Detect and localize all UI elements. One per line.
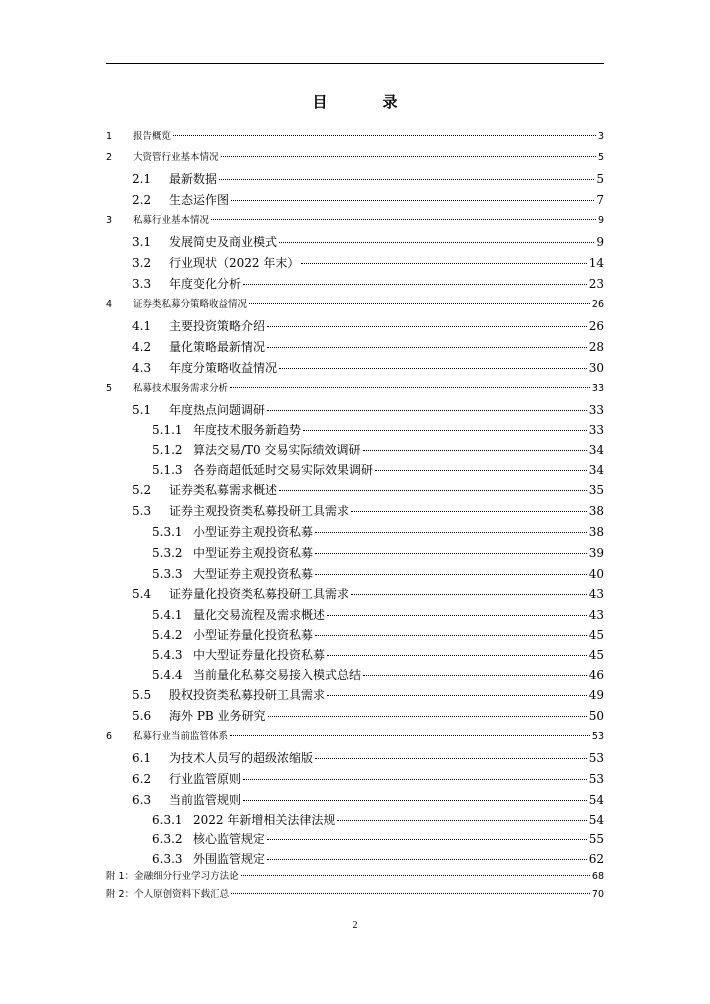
toc-leader-dots	[315, 574, 587, 575]
toc-entry-title: 中大型证券量化投资私募	[193, 648, 326, 662]
toc-leader-dots	[337, 820, 586, 821]
toc-entry-title: 证券主观投资类私募投研工具需求	[169, 504, 350, 518]
toc-entry[interactable]	[106, 212, 604, 226]
toc-leader-dots	[315, 532, 587, 533]
toc-entry-number: 1	[106, 131, 113, 142]
toc-entry-title: 报告概览	[133, 131, 172, 142]
toc-entry-number: 5.3	[132, 504, 152, 518]
toc-entry-title: 年度分策略收益情况	[169, 361, 278, 375]
toc-leader-dots	[267, 859, 587, 860]
toc-entry-title: 生态运作图	[169, 193, 230, 207]
toc-leader-dots	[219, 179, 594, 180]
toc-entry-page: 38	[588, 525, 604, 539]
toc-entry-number: 5.1	[132, 403, 152, 417]
toc-entry-number: 5	[106, 383, 113, 394]
toc-entry[interactable]	[132, 686, 604, 703]
toc-entry[interactable]	[152, 565, 604, 582]
toc-entry[interactable]	[106, 149, 604, 163]
toc-entry-page: 43	[588, 608, 604, 622]
toc-leader-dots	[315, 635, 587, 636]
toc-entry-number: 5.3.2	[152, 546, 183, 560]
toc-entry[interactable]	[152, 850, 604, 867]
toc-entry[interactable]	[152, 421, 604, 438]
toc-leader-dots	[243, 779, 587, 780]
toc-entry-title: 附 1：金融细分行业学习方法论	[106, 871, 239, 882]
toc-entry-number: 6.3	[132, 793, 152, 807]
toc-entry-title: 量化交易流程及需求概述	[193, 608, 326, 622]
toc-entry-title: 为技术人员写的超级浓缩版	[169, 751, 314, 765]
toc-entry-page: 34	[588, 443, 604, 457]
toc-entry-number: 4.2	[132, 340, 152, 354]
toc-entry[interactable]	[132, 254, 604, 271]
toc-leader-dots	[315, 553, 587, 554]
toc-leader-dots	[267, 839, 587, 840]
toc-entry-title: 小型证券主观投资私募	[193, 525, 314, 539]
toc-entry-number: 5.3.3	[152, 567, 183, 581]
toc-entry[interactable]	[152, 523, 604, 540]
toc-entry-page: 3	[597, 131, 604, 142]
toc-entry-title: 证券类私募分策略收益情况	[133, 299, 248, 310]
toc-leader-dots	[279, 368, 587, 369]
toc-leader-dots	[267, 410, 587, 411]
toc-entry-number: 4	[106, 299, 113, 310]
toc-entry-page: 45	[588, 648, 604, 662]
toc-entry-title: 年度热点问题调研	[169, 403, 266, 417]
toc-leader-dots	[230, 387, 590, 388]
toc-entry-number: 5.4	[132, 587, 152, 601]
toc-entry[interactable]	[132, 170, 604, 187]
toc-entry-page: 70	[591, 889, 604, 900]
toc-entry[interactable]	[106, 886, 604, 900]
toc-entry-page: 5	[596, 172, 604, 186]
toc-entry[interactable]	[132, 749, 604, 766]
toc-entry[interactable]	[132, 233, 604, 250]
toc-leader-dots	[249, 303, 590, 304]
toc-entry[interactable]	[106, 128, 604, 142]
toc-entry-number: 2.2	[132, 193, 152, 207]
toc-entry[interactable]	[152, 606, 604, 623]
toc-leader-dots	[211, 219, 596, 220]
toc-entry-number: 4.1	[132, 319, 152, 333]
toc-entry-page: 49	[588, 688, 604, 702]
toc-entry-page: 39	[588, 546, 604, 560]
toc-entry-page: 55	[588, 832, 604, 846]
toc-leader-dots	[243, 800, 587, 801]
toc-entry-title: 各券商超低延时交易实际效果调研	[193, 463, 374, 477]
toc-entry-page: 53	[591, 731, 604, 742]
toc-leader-dots	[243, 284, 587, 285]
toc-leader-dots	[363, 450, 587, 451]
toc-entry-page: 53	[588, 772, 604, 786]
toc-entry[interactable]	[106, 728, 604, 742]
toc-entry-number: 5.6	[132, 709, 152, 723]
toc-entry-title: 私募行业基本情况	[133, 215, 210, 226]
toc-entry-title: 算法交易/T0 交易实际绩效调研	[193, 443, 361, 457]
toc-entry[interactable]	[132, 401, 604, 418]
toc-entry-title: 当前量化私募交易接入模式总结	[193, 668, 362, 682]
toc-entry-number: 4.3	[132, 361, 152, 375]
toc-entry-number: 6.3.1	[152, 813, 183, 827]
toc-leader-dots	[173, 135, 596, 136]
toc-entry[interactable]	[132, 275, 604, 292]
toc-entry-title: 外围监管规定	[193, 852, 266, 866]
toc-entry[interactable]	[132, 317, 604, 334]
toc-entry-title: 行业监管原则	[169, 772, 242, 786]
toc-entry-number: 5.2	[132, 483, 152, 497]
toc-entry-page: 23	[588, 277, 604, 291]
page-title: 目 录	[312, 93, 418, 111]
toc-entry-page: 33	[588, 403, 604, 417]
toc-leader-dots	[230, 735, 590, 736]
toc-entry[interactable]	[132, 481, 604, 498]
toc-entry-page: 28	[588, 340, 604, 354]
toc-entry-page: 7	[596, 193, 604, 207]
toc-entry-page: 40	[588, 567, 604, 581]
toc-entry-title: 2022 年新增相关法律法规	[193, 813, 336, 827]
toc-entry[interactable]	[106, 380, 604, 394]
toc-leader-dots	[267, 326, 587, 327]
toc-leader-dots	[327, 615, 587, 616]
toc-entry[interactable]	[132, 359, 604, 376]
toc-entry-title: 行业现状（2022 年末）	[169, 256, 300, 270]
toc-entry-page: 33	[591, 383, 604, 394]
toc-entry[interactable]	[106, 868, 604, 882]
toc-entry-number: 6.2	[132, 772, 152, 786]
toc-entry[interactable]	[152, 830, 604, 847]
toc-entry[interactable]	[152, 811, 604, 828]
toc-entry-title: 小型证券量化投资私募	[193, 628, 314, 642]
toc-entry-page: 26	[591, 299, 604, 310]
toc-leader-dots	[351, 594, 587, 595]
toc-entry-number: 3	[106, 215, 113, 226]
toc-entry-page: 43	[588, 587, 604, 601]
page-number: 2	[352, 920, 358, 931]
toc-entry-page: 26	[588, 319, 604, 333]
toc-entry-title: 量化策略最新情况	[169, 340, 266, 354]
toc-entry-page: 14	[588, 256, 604, 270]
toc-entry[interactable]	[152, 441, 604, 458]
toc-entry-page: 33	[588, 423, 604, 437]
toc-entry-page: 9	[596, 235, 604, 249]
toc-entry-title: 私募技术服务需求分析	[133, 383, 229, 394]
toc-entry-title: 大型证券主观投资私募	[193, 567, 314, 581]
toc-entry-number: 5.1.2	[152, 443, 183, 457]
toc-entry-number: 5.1.3	[152, 463, 183, 477]
toc-entry-number: 3.1	[132, 235, 152, 249]
toc-entry[interactable]	[152, 461, 604, 478]
toc-entry-number: 6.3.2	[152, 832, 183, 846]
toc-leader-dots	[231, 200, 594, 201]
toc-entry[interactable]	[132, 707, 604, 724]
toc-entry-page: 38	[588, 504, 604, 518]
toc-entry[interactable]	[152, 666, 604, 683]
toc-entry-title: 大资管行业基本情况	[133, 152, 219, 163]
toc-entry-title: 年度变化分析	[169, 277, 242, 291]
toc-entry-title: 年度技术服务新趋势	[193, 423, 302, 437]
toc-leader-dots	[279, 490, 587, 491]
toc-entry[interactable]	[152, 544, 604, 561]
toc-entry[interactable]	[132, 770, 604, 787]
toc-entry-title: 私募行业当前监管体系	[133, 731, 229, 742]
toc-entry[interactable]	[132, 338, 604, 355]
toc-entry-page: 68	[591, 871, 604, 882]
toc-leader-dots	[231, 893, 590, 894]
toc-entry-number: 5.4.2	[152, 628, 183, 642]
toc-entry-number: 5.4.1	[152, 608, 183, 622]
toc-leader-dots	[315, 758, 587, 759]
toc-entry-page: 54	[588, 793, 604, 807]
toc-entry[interactable]	[132, 585, 604, 602]
toc-leader-dots	[303, 430, 587, 431]
toc-entry-page: 46	[588, 668, 604, 682]
toc-entry-page: 50	[588, 709, 604, 723]
toc-entry-title: 附 2：个人原创资料下载汇总	[106, 889, 230, 900]
toc-leader-dots	[279, 242, 594, 243]
toc-leader-dots	[221, 156, 596, 157]
toc-entry[interactable]	[132, 791, 604, 808]
toc-entry-title: 主要投资策略介绍	[169, 319, 266, 333]
toc-entry-title: 核心监管规定	[193, 832, 266, 846]
toc-entry-number: 3.2	[132, 256, 152, 270]
toc-entry-page: 35	[588, 483, 604, 497]
toc-entry-page: 34	[588, 463, 604, 477]
toc-entry-number: 5.4.4	[152, 668, 183, 682]
toc-entry-number: 2.1	[132, 172, 152, 186]
toc-entry-number: 6.1	[132, 751, 152, 765]
toc-entry-page: 54	[588, 813, 604, 827]
toc-entry-title: 证券类私募需求概述	[169, 483, 278, 497]
toc-leader-dots	[375, 470, 587, 471]
toc-entry-page: 53	[588, 751, 604, 765]
toc-leader-dots	[301, 263, 586, 264]
toc-leader-dots	[268, 716, 587, 717]
toc-entry[interactable]	[106, 296, 604, 310]
toc-entry-title: 证券量化投资类私募投研工具需求	[169, 587, 350, 601]
toc-leader-dots	[267, 347, 587, 348]
toc-entry-page: 5	[597, 152, 604, 163]
toc-entry[interactable]	[132, 502, 604, 519]
toc-leader-dots	[351, 511, 587, 512]
toc-entry-page: 62	[588, 852, 604, 866]
toc-entry-number: 5.5	[132, 688, 152, 702]
toc-entry[interactable]	[152, 626, 604, 643]
toc-leader-dots	[363, 675, 587, 676]
toc-entry-number: 5.4.3	[152, 648, 183, 662]
toc-leader-dots	[327, 655, 587, 656]
toc-entry-title: 海外 PB 业务研究	[169, 709, 266, 723]
toc-entry-number: 6	[106, 731, 113, 742]
toc-entry[interactable]	[132, 191, 604, 208]
toc-leader-dots	[241, 875, 590, 876]
toc-entry-page: 45	[588, 628, 604, 642]
toc-entry-title: 最新数据	[169, 172, 218, 186]
toc-entry-page: 9	[597, 215, 604, 226]
toc-entry-title: 当前监管规则	[169, 793, 242, 807]
toc-entry[interactable]	[152, 646, 604, 663]
toc-entry-title: 股权投资类私募投研工具需求	[169, 688, 326, 702]
toc-leader-dots	[327, 695, 587, 696]
toc-entry-number: 3.3	[132, 277, 152, 291]
toc-entry-number: 5.3.1	[152, 525, 183, 539]
toc-entry-number: 5.1.1	[152, 423, 183, 437]
toc-entry-title: 中型证券主观投资私募	[193, 546, 314, 560]
toc-entry-title: 发展简史及商业模式	[169, 235, 278, 249]
toc-entry-number: 2	[106, 152, 113, 163]
toc-entry-page: 30	[588, 361, 604, 375]
toc-entry-number: 6.3.3	[152, 852, 183, 866]
